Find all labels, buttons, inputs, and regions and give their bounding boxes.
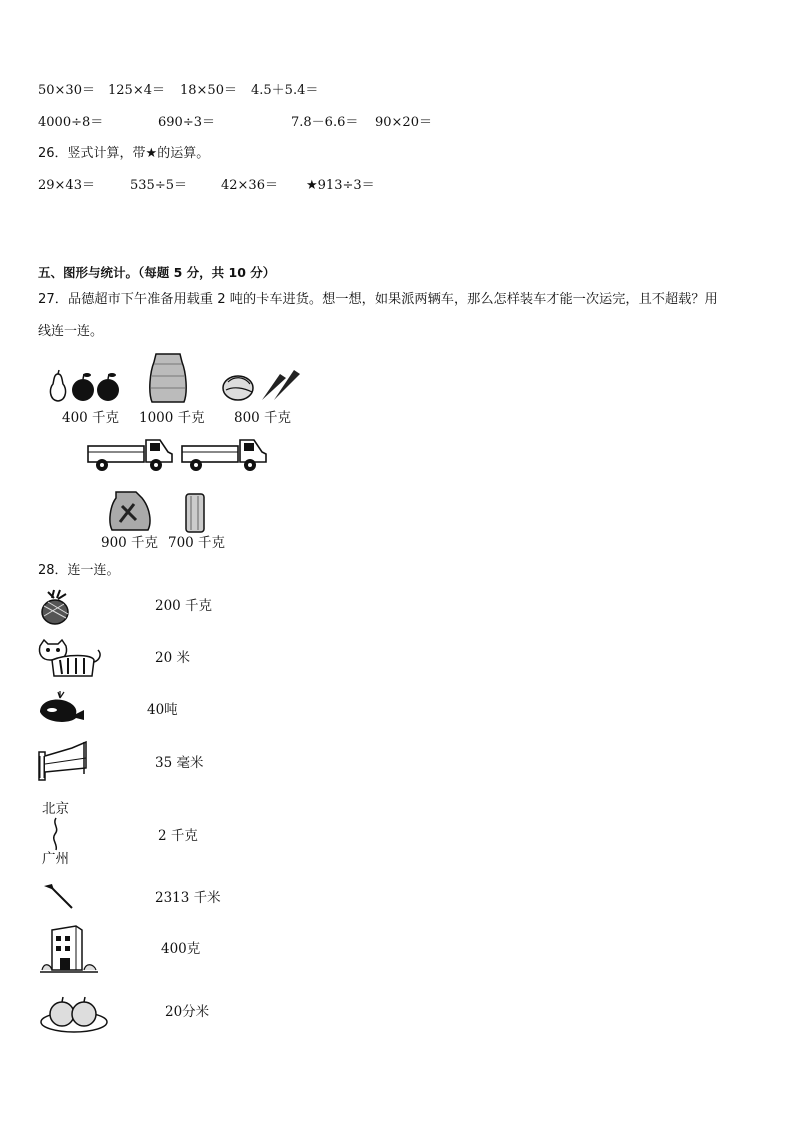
truck-icon xyxy=(180,432,268,474)
truck-icon xyxy=(86,432,174,474)
weight-label: 900 千克 xyxy=(101,535,159,551)
unit-label: 200 千克 xyxy=(155,598,213,614)
weight-label: 400 千克 xyxy=(62,410,120,426)
calc-item: ★913÷3＝ xyxy=(306,178,375,193)
unit-label: 40吨 xyxy=(147,702,178,718)
weight-label: 1000 千克 xyxy=(139,410,205,426)
unit-label: 2313 千米 xyxy=(155,890,221,906)
whale-icon xyxy=(36,690,88,726)
vegetables-icon xyxy=(220,364,302,404)
calc-item: 50×30＝ xyxy=(38,83,95,98)
map-label-guangzhou: 广州 xyxy=(42,851,69,867)
unit-label: 35 毫米 xyxy=(155,755,204,771)
bag-icon xyxy=(106,490,154,532)
section-heading: 五、图形与统计。（每题 5 分，共 10 分） xyxy=(38,265,276,280)
fruit-icon xyxy=(46,368,122,404)
building-icon xyxy=(38,920,100,976)
thumbtack-icon xyxy=(40,882,76,910)
calc-item: 690÷3＝ xyxy=(158,115,215,130)
map-label-beijing: 北京 xyxy=(42,801,69,817)
route-line-icon xyxy=(46,816,66,852)
pineapple-icon xyxy=(38,588,72,626)
weight-label: 800 千克 xyxy=(234,410,292,426)
calc-item: 90×20＝ xyxy=(375,115,432,130)
calc-item: 18×50＝ xyxy=(180,83,237,98)
sack-icon xyxy=(148,352,188,404)
weight-label: 700 千克 xyxy=(168,535,226,551)
question-27-line1: 27．品德超市下午准备用载重 2 吨的卡车进货。想一想，如果派两辆车，那么怎样装车才能一次运完，且不超载？用 xyxy=(38,292,718,307)
bed-icon xyxy=(36,738,90,782)
calc-item: 125×4＝ xyxy=(108,83,165,98)
fruit-plate-icon xyxy=(38,992,110,1034)
calc-item: 7.8－6.6＝ xyxy=(291,115,359,130)
calc-item: 42×36＝ xyxy=(221,178,278,193)
tiger-icon xyxy=(36,636,102,680)
unit-label: 400克 xyxy=(161,941,201,957)
calc-item: 29×43＝ xyxy=(38,178,95,193)
barrel-icon xyxy=(184,492,206,534)
question-26-title: 26．竖式计算，带★的运算。 xyxy=(38,146,210,161)
calc-item: 4000÷8＝ xyxy=(38,115,104,130)
calc-item: 535÷5＝ xyxy=(130,178,187,193)
unit-label: 20 米 xyxy=(155,650,190,666)
unit-label: 20分米 xyxy=(165,1004,210,1020)
calc-item: 4.5＋5.4＝ xyxy=(251,83,319,98)
question-27-line2: 线连一连。 xyxy=(38,324,104,339)
unit-label: 2 千克 xyxy=(158,828,198,844)
question-28-title: 28．连一连。 xyxy=(38,563,120,578)
